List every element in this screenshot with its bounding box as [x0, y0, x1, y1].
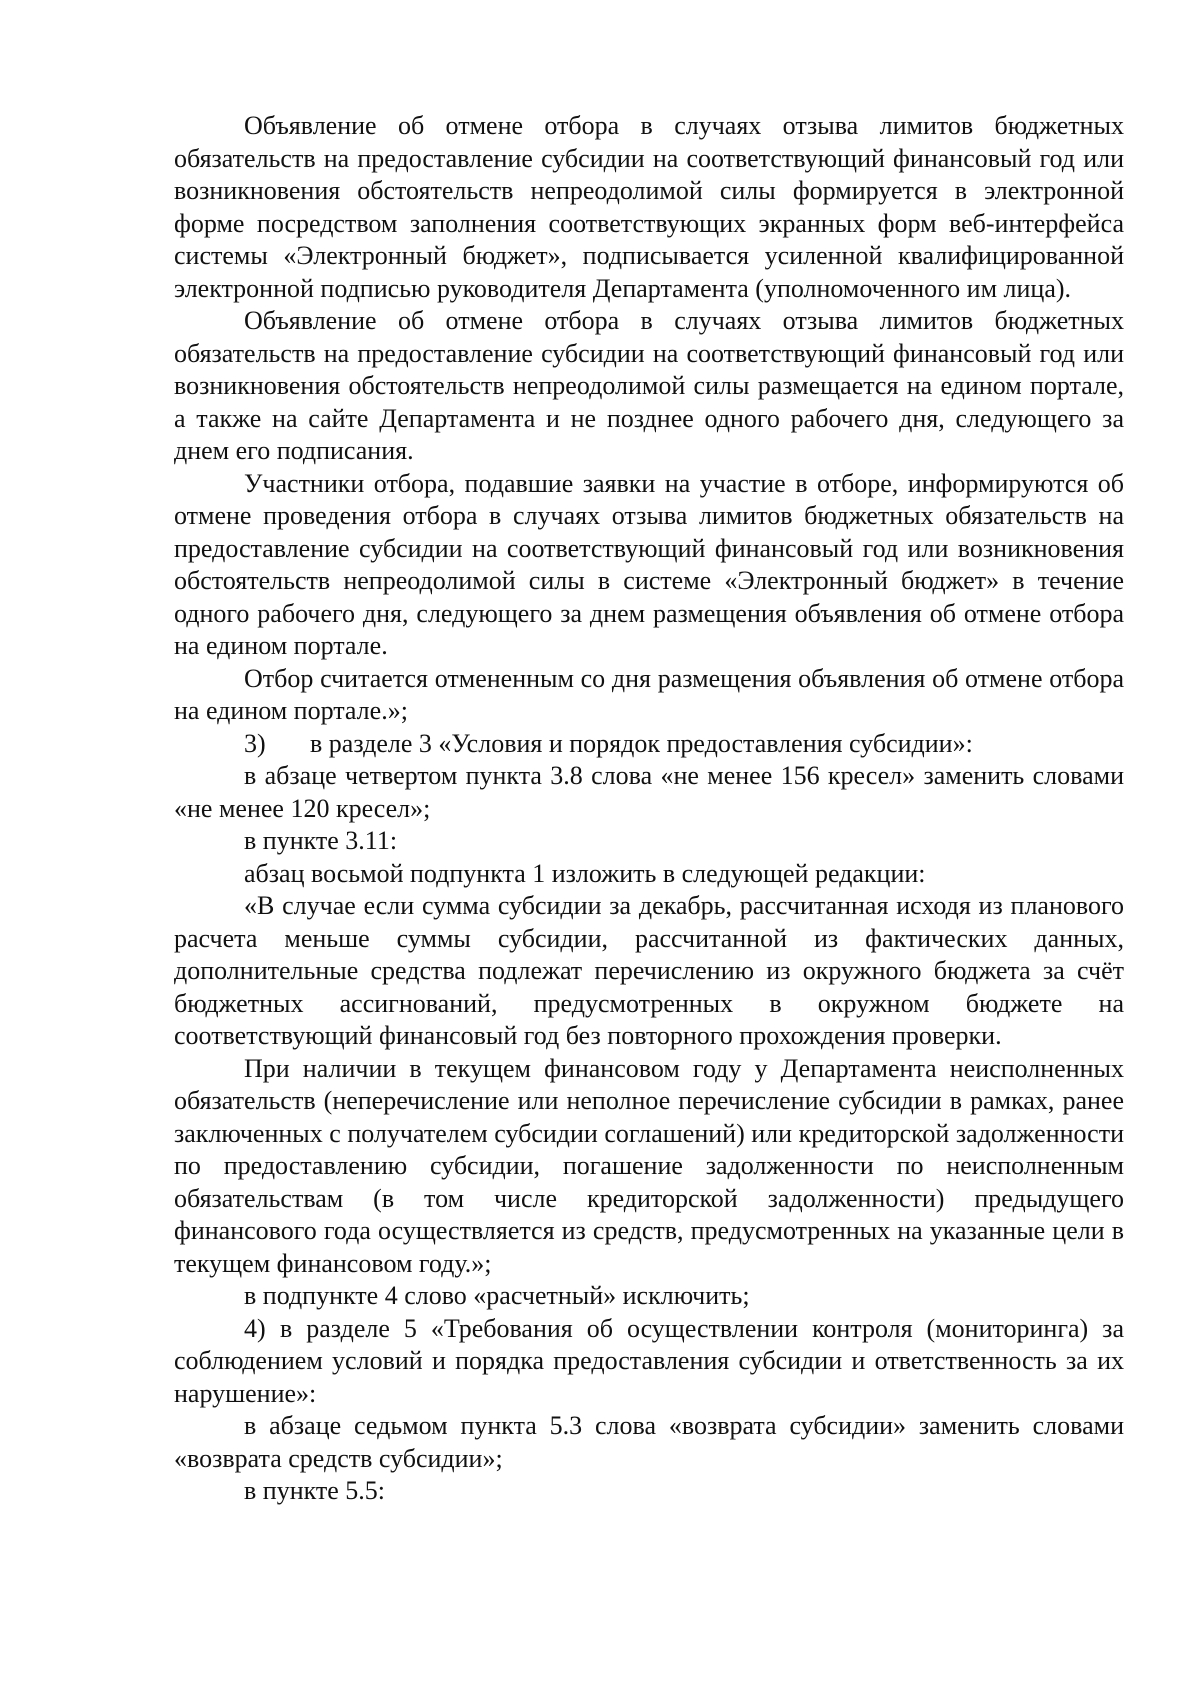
paragraph-11: в подпункте 4 слово «расчетный» исключить; [244, 1281, 750, 1310]
list-item-number: 4) [244, 1313, 266, 1343]
list-item-number: 3) [244, 728, 266, 758]
paragraph-6: в абзаце четвертом пункта 3.8 слова «не менее 156 кресел» заменить словами «не менее 120 кресел»; [174, 761, 1124, 823]
list-item-text: в разделе 5 «Требования об осуществлении контроля (мониторинга) за соблюдением условий и порядка предоставления субсидии и ответственность за их нарушение»: [174, 1313, 1124, 1408]
paragraph-10: При наличии в текущем финансовом году у Департамента неисполненных обязательств (неперечисление или неполное перечисление субсидии в рамках, ранее заключенных с получателем субсидии соглашений) или кредиторской задолженности по предоставлению субсидии, погашение задолженности по неисполненным обязательствам (в том числе кредиторской задолженности) предыдущего финансового года осуществляется из средств, предусмотренных на указанные цели в текущем финансовом году.»; [174, 1053, 1124, 1278]
paragraph-13: в абзаце седьмом пункта 5.3 слова «возврата субсидии» заменить словами «возврата средств субсидии»; [174, 1411, 1124, 1473]
list-item-text: в разделе 3 «Условия и порядок предоставления субсидии»: [310, 728, 973, 758]
list-item-3 [174, 728, 1124, 761]
paragraph-8: абзац восьмой подпункта 1 изложить в следующей редакции: [244, 858, 926, 888]
paragraph-14: в пункте 5.5: [244, 1476, 386, 1505]
paragraph-4: Отбор считается отмененным со дня размещения объявления об отмене отбора на едином портале.»; [174, 663, 1124, 725]
paragraph-1: Объявление об отмене отбора в случаях отзыва лимитов бюджетных обязательств на предоставление субсидии на соответствующий финансовый год или возникновения обстоятельств непреодолимой силы формируется в электронной форме посредством заполнения соответствующих экранных форм веб-интерфейса системы «Электронный бюджет», подписывается усиленной квалифицированной электронной подписью руководителя Департамента (уполномоченного им лица). [174, 111, 1124, 303]
list-item-4 [174, 1313, 1124, 1411]
document-body [174, 110, 1124, 1508]
paragraph-3: Участники отбора, подавшие заявки на участие в отборе, информируются об отмене проведения отбора в случаях отзыва лимитов бюджетных обязательств на предоставление субсидии на соответствующий финансовый год или возникновения обстоятельств непреодолимой силы в системе «Электронный бюджет» в течение одного рабочего дня, следующего за днем размещения объявления об отмене отбора на едином портале. [174, 468, 1124, 660]
paragraph-7: в пункте 3.11: [244, 826, 398, 855]
paragraph-2: Объявление об отмене отбора в случаях отзыва лимитов бюджетных обязательств на предоставление субсидии на соответствующий финансовый год или возникновения обстоятельств непреодолимой силы размещается на едином портале, а также на сайте Департамента и не позднее одного рабочего дня, следующего за днем его подписания. [174, 306, 1124, 465]
paragraph-9: «В случае если сумма субсидии за декабрь, рассчитанная исходя из планового расчета меньше суммы субсидии, рассчитанной из фактических данных, дополнительные средства подлежат перечислению из окружного бюджета за счёт бюджетных ассигнований, предусмотренных в окружном бюджете на соответствующий финансовый год без повторного прохождения проверки. [174, 891, 1124, 1050]
